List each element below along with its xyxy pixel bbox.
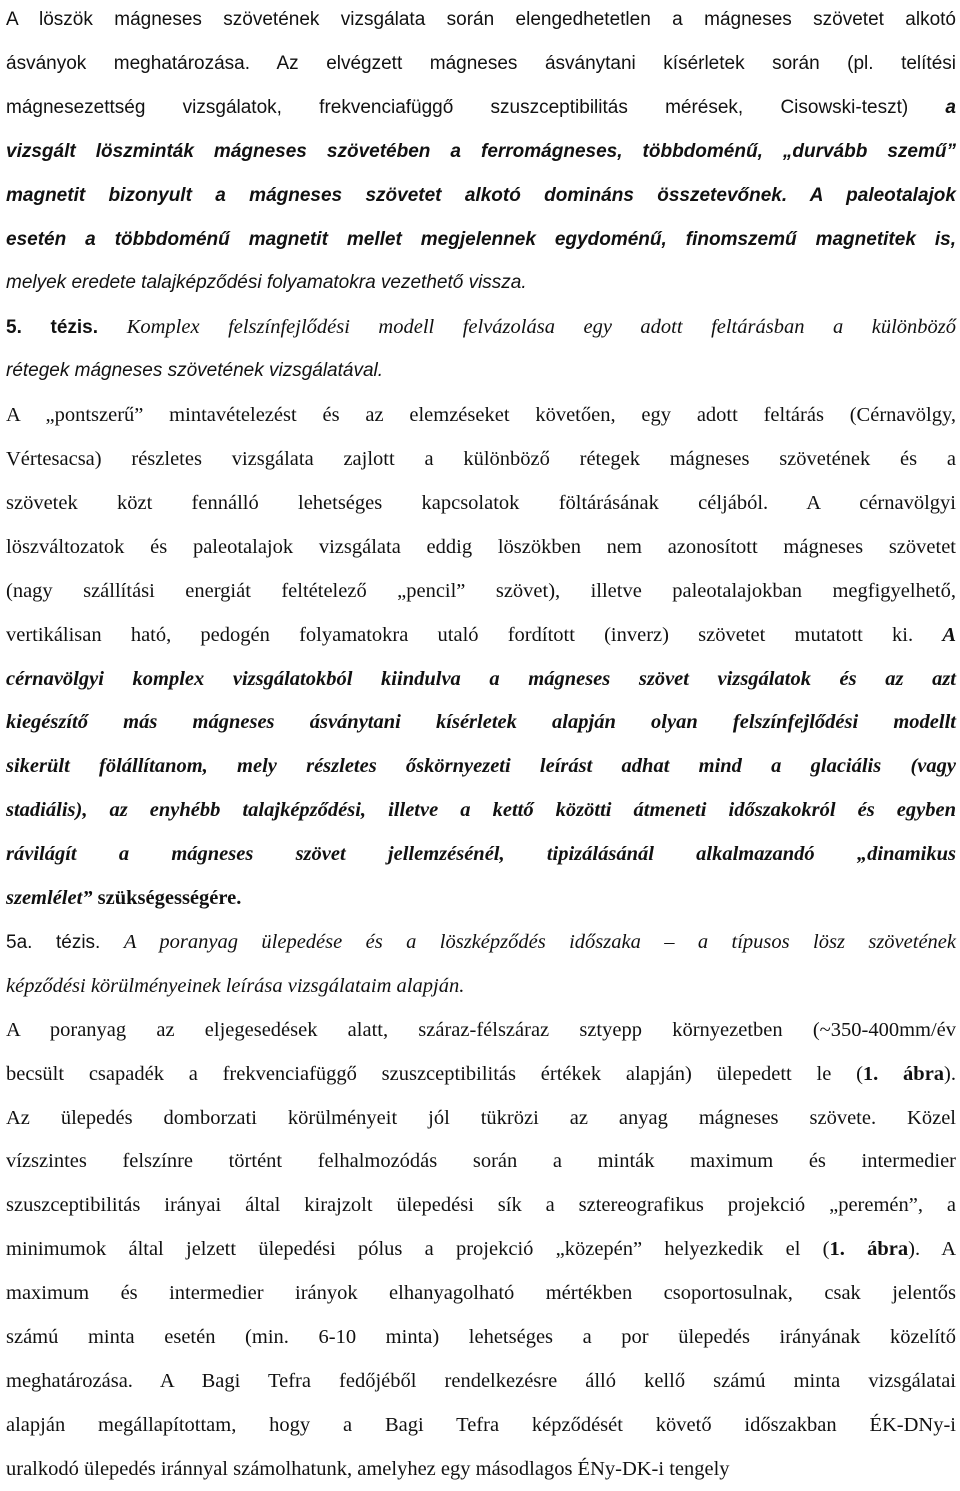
text-line <box>6 261 956 305</box>
text-run: A poranyag az eljegesedések alatt, száraz-félszáraz sztyepp környezetben (~350-400mm/év <box>6 1018 956 1041</box>
text-line <box>6 1271 956 1315</box>
text-line <box>6 525 956 569</box>
text-run: ásványok meghatározása. Az elvégzett mágneses ásványtani kísérletek során (pl. telítési <box>6 52 956 74</box>
text-run: vertikálisan ható, pedogén folyamatokra utaló fordított (inverz) szövetet mutatott ki. <box>6 623 943 646</box>
text-run: mágnesezettség vizsgálatok, frekvenciafüggő szuszceptibilitás mérések, Cisowski-teszt) <box>6 96 946 118</box>
text-run: vizsgált löszminták mágneses szövetében a ferromágneses, többdoménű, „durvább szemű” <box>6 140 956 162</box>
text-run: A „pontszerű” mintavételezést és az elemzéseket követően, egy adott feltárás (Cérnavölgy, <box>6 404 956 427</box>
text-line <box>6 437 956 481</box>
text-line <box>6 174 956 218</box>
text-line <box>6 569 956 613</box>
text-run: Az ülepedés domborzati körülményeit jól tükrözi az anyag mágneses szövete. Közel <box>6 1106 956 1129</box>
text-line <box>6 305 956 349</box>
text-line <box>6 1227 956 1271</box>
text-line <box>6 218 956 262</box>
text-run: képződési körülményeinek leírása vizsgálataim alapján. <box>6 974 465 997</box>
text-run: alapján megállapítottam, hogy a Bagi Tefra képződését követő időszakban ÉK-DNy-i <box>6 1413 956 1436</box>
text-line <box>6 964 956 1008</box>
text-run: szemlélet” <box>6 887 98 909</box>
text-run: uralkodó ülepedés iránnyal számolhatunk, amelyhez egy másodlagos ÉNy-DK-i tengely <box>6 1457 730 1480</box>
text-run: számú minta esetén (min. 6-10 minta) lehetséges a por ülepedés irányának közelítő <box>6 1326 956 1348</box>
text-run: szükségességére. <box>97 887 242 909</box>
text-run: szövetek közt fennálló lehetséges kapcsolatok föltárásának céljából. A cérnavölgyi <box>6 491 956 514</box>
text-line <box>6 1139 956 1183</box>
text-run: becsült csapadék a frekvenciafüggő szuszceptibilitás értékek alapján) ülepedett le ( <box>6 1062 863 1085</box>
text-line <box>6 349 956 393</box>
text-run: (nagy szállítási energiát feltételező „pencil” szövet), illetve paleotalajokban megfigyelhető, <box>6 579 956 602</box>
text-run: vízszintes felszínre történt felhalmozódás során a minták maximum és intermedier <box>6 1150 956 1173</box>
text-run: A löszök mágneses szövetének vizsgálata során elengedhetetlen a mágneses szövetet alkotó <box>6 9 956 30</box>
text-run: ). A <box>908 1238 957 1261</box>
text-line <box>6 788 956 832</box>
text-run: A poranyag ülepedése és a löszképződés időszaka – a típusos lösz szövetének <box>123 930 956 953</box>
text-run: stadiális), az enyhébb talajképződési, illetve a kettő közötti átmeneti időszakokról és egyben <box>6 799 956 822</box>
text-run: löszváltozatok és paleotalajok vizsgálata eddig löszökben nem azonosított mágneses szövetet <box>6 535 956 558</box>
text-run: kiegészítő más mágneses ásványtani kísérletek alapján olyan felszínfejlődési modellt <box>6 711 956 734</box>
text-run: Komplex felszínfejlődési modell felvázolása egy adott feltárásban a különböző <box>126 316 956 339</box>
text-line <box>6 1447 956 1491</box>
text-line <box>6 1403 956 1447</box>
text-run: meghatározása. A Bagi Tefra fedőjéből rendelkezésre álló kellő számú minta vizsgálatai <box>6 1369 956 1392</box>
text-line <box>6 130 956 174</box>
text-line <box>6 744 956 788</box>
text-line <box>6 1008 956 1052</box>
text-run: 1. ábra <box>829 1238 909 1261</box>
text-line <box>6 876 956 920</box>
text-line <box>6 1183 956 1227</box>
text-line <box>6 42 956 86</box>
text-run: 1. ábra <box>862 1062 945 1085</box>
text-line <box>6 1359 956 1403</box>
text-line <box>6 0 956 42</box>
text-run: rétegek mágneses szövetének vizsgálatával. <box>6 360 384 382</box>
text-run: A <box>942 623 956 646</box>
text-line <box>6 1052 956 1096</box>
text-line <box>6 86 956 130</box>
text-line <box>6 481 956 525</box>
text-run: Vértesacsa) részletes vizsgálata zajlott a különböző rétegek mágneses szövetének és a <box>6 448 956 470</box>
text-run: sikerült fölállítanom, mely részletes őskörnyezeti leírást adhat mind a glaciális (vagy <box>6 755 956 778</box>
text-run: A paleotalajok <box>809 184 956 206</box>
text-run: rávilágít a mágneses szövet jellemzésénél, tipizálásánál alkalmazandó „dinamikus <box>6 843 956 866</box>
text-run: melyek eredete talajképződési folyamatokra vezethető vissza. <box>6 272 527 294</box>
text-line <box>6 920 956 964</box>
text-run: magnetit bizonyult a mágneses szövetet alkotó domináns összetevőnek. <box>6 184 810 206</box>
text-run: cérnavölgyi komplex vizsgálatokból kiindulva a mágneses szövet vizsgálatok és az azt <box>6 667 956 690</box>
text-line <box>6 832 956 876</box>
text-run: minimumok által jelzett ülepedési pólus a projekció „közepén” helyezkedik el ( <box>6 1238 830 1261</box>
text-line <box>6 1096 956 1140</box>
text-line <box>6 1315 956 1359</box>
text-line <box>6 657 956 701</box>
text-run: 5. tézis. <box>6 317 127 339</box>
text-line <box>6 700 956 744</box>
text-line <box>6 613 956 657</box>
text-run: ). <box>944 1062 956 1085</box>
text-run: szuszceptibilitás irányai által kirajzolt ülepedési sík a sztereografikus projekció „peremén”, a <box>6 1194 956 1217</box>
text-run: 5a. tézis. <box>6 931 124 953</box>
text-run: a <box>945 96 956 118</box>
text-run: maximum és intermedier irányok elhanyagolható mértékben csoportosulnak, csak jelentős <box>6 1282 956 1305</box>
text-run: esetén a többdoménű magnetit mellet megjelennek egydoménű, finomszemű magnetitek is, <box>6 228 956 250</box>
text-line <box>6 393 956 437</box>
